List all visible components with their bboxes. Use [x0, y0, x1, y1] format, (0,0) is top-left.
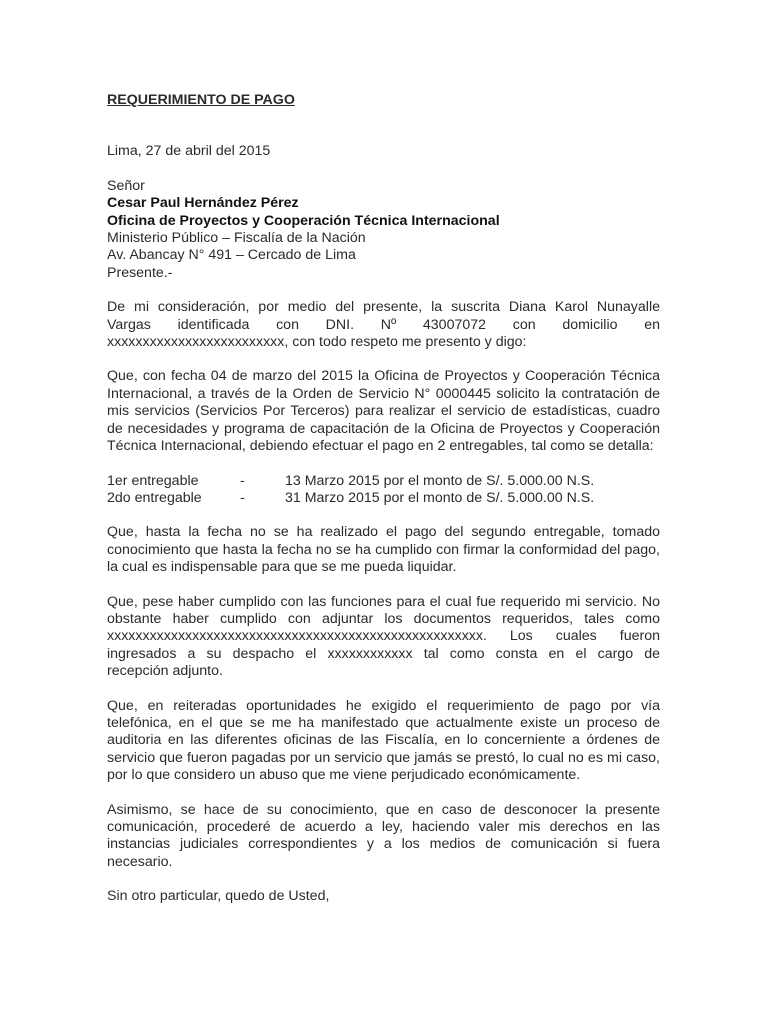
recipient-block	[107, 178, 660, 282]
salutation: Señor	[107, 177, 145, 194]
closing-line: Sin otro particular, quedo de Usted,	[107, 888, 330, 905]
recipient-office: Oficina de Proyectos y Cooperación Técnica Internacional	[107, 212, 500, 229]
paragraph-introduction-line: xxxxxxxxxxxxxxxxxxxxxxxxx, con todo respeto me presento y digo:	[107, 334, 527, 351]
entregable-dash: -	[240, 489, 245, 506]
paragraph-documents-line: obstante haber cumplido con adjuntar los documentos requeridos, tales como	[107, 610, 660, 627]
recipient-institution: Ministerio Público – Fiscalía de la Nación	[107, 230, 366, 247]
date-line: Lima, 27 de abril del 2015	[107, 143, 271, 160]
entregable-row	[107, 473, 660, 490]
letter-body	[107, 92, 660, 906]
paragraph-introduction-line: De mi consideración, por medio del presente, la suscrita Diana Karol Nunayalle	[107, 299, 660, 316]
paragraph-documents-line: recepción adjunto.	[107, 663, 223, 680]
entregables-list	[107, 473, 660, 508]
entregable-label: 2do entregable	[107, 489, 202, 506]
paragraph-audit: Que, en reiteradas oportunidades he exigido el requerimiento de pago por vía telefónica, en el que se me ha manifestado que actualmente existe un proceso de auditoria en las diferentes oficinas de las Fiscalía, en lo concerniente a órdenes de servicio que fueron pagadas por un servicio que jamás se prestó, lo cual no es mi caso, por lo que considero un abuso que me viene perjudicado económicamente.	[107, 697, 660, 784]
paragraph-documents-line: xxxxxxxxxxxxxxxxxxxxxxxxxxxxxxxxxxxxxxxxxxxxxxxxxxxxx. Los cuales fueron	[107, 628, 660, 645]
paragraph-payment-status: Que, hasta la fecha no se ha realizado el pago del segundo entregable, tomado conocimiento que hasta la fecha no se ha cumplido con firmar la conformidad del pago, la cual es indispensable para que se me pueda liquidar.	[107, 524, 660, 576]
entregable-dash: -	[240, 472, 245, 489]
entregable-detail: 13 Marzo 2015 por el monto de S/. 5.000.00 N.S.	[285, 472, 595, 489]
entregable-row	[107, 490, 660, 507]
recipient-name: Cesar Paul Hernández Pérez	[107, 195, 299, 212]
paragraph-introduction	[107, 299, 660, 351]
paragraph-documents-line: Que, pese haber cumplido con las funciones para el cual fue requerido mi servicio. No	[107, 593, 660, 610]
entregable-detail: 31 Marzo 2015 por el monto de S/. 5.000.00 N.S.	[285, 489, 595, 506]
recipient-address: Av. Abancay N° 491 – Cercado de Lima	[107, 247, 356, 264]
document-title: REQUERIMIENTO DE PAGO	[107, 92, 295, 108]
paragraph-contract: Que, con fecha 04 de marzo del 2015 la Oficina de Proyectos y Cooperación Técnica Internacional, a través de la Orden de Servicio N° 0000445 solicito la contratación de mis servicios (Servicios Por Terceros) para realizar el servicio de estadísticas, cuadro de necesidades y programa de capacitación de la Oficina de Proyectos y Cooperación Técnica Internacional, debiendo efectuar el pago en 2 entregables, tal como se detalla:	[107, 368, 660, 455]
paragraph-legal-notice: Asimismo, se hace de su conocimiento, que en caso de desconocer la presente comunicación, procederé de acuerdo a ley, haciendo valer mis derechos en las instancias judiciales correspondientes y a los medios de comunicación si fuera necesario.	[107, 801, 660, 870]
paragraph-documents-line: ingresados a su despacho el xxxxxxxxxxxx tal como consta en el cargo de	[107, 645, 660, 662]
presente-line: Presente.-	[107, 264, 173, 281]
entregable-label: 1er entregable	[107, 472, 199, 489]
paragraph-introduction-line: Vargas identificada con DNI. Nº 43007072 con domicilio en	[107, 316, 660, 333]
paragraph-documents	[107, 594, 660, 681]
